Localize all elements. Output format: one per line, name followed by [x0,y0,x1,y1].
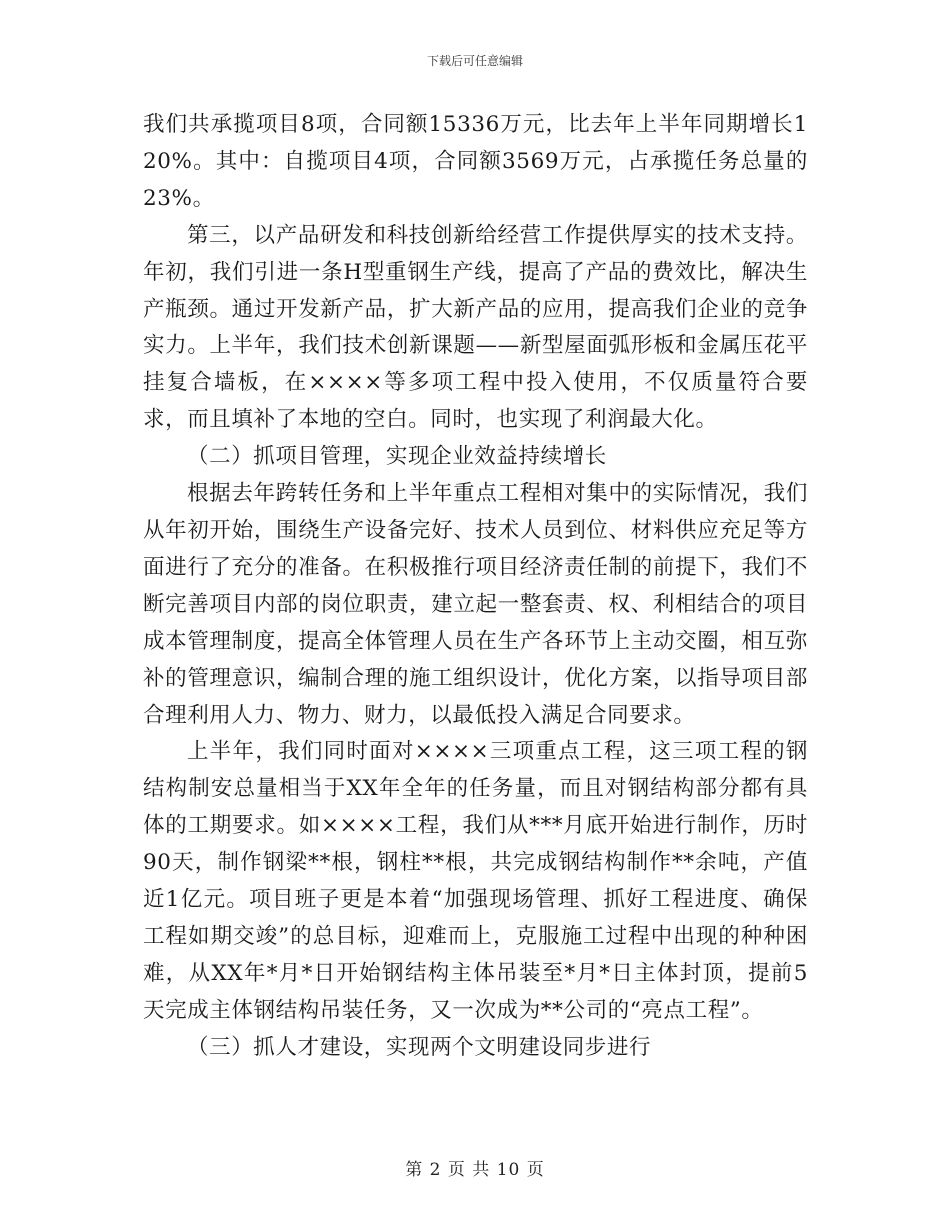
paragraph-key-projects: 上半年，我们同时面对××××三项重点工程，这三项工程的钢结构制安总量相当于XX年全年的任务量，而且对钢结构部分都有具体的工期要求。如××××工程，我们从***月底开始进行制作，历时90天，制作钢梁**根，钢柱**根，共完成钢结构制作**余吨，产值近1亿元。项目班子更是本着“加强现场管理、抓好工程进度、确保工程如期交竣”的总目标，迎难而上，克服施工过程中出现的种种困难，从XX年*月*日开始钢结构主体吊装至*月*日主体封顶，提前5天完成主体钢结构吊装任务，又一次成为**公司的“亮点工程”。 [143,739,808,1023]
page-number-footer: 第 2 页 共 10 页 [405,1160,545,1180]
paragraph-contract-summary: 我们共承揽项目8项，合同额15336万元，比去年上半年同期增长120%。其中：自揽项目4项，合同额3569万元，占承揽任务总量的23%。 [143,112,808,211]
paragraph-project-preparation: 根据去年跨转任务和上半年重点工程相对集中的实际情况，我们从年初开始，围绕生产设备完好、技术人员到位、材料供应充足等方面进行了充分的准备。在积极推行项目经济责任制的前提下，我们不断完善项目内部的岗位职责，建立起一整套责、权、利相结合的项目成本管理制度，提高全体管理人员在生产各环节上主动交圈，相互弥补的管理意识，编制合理的施工组织设计，优化方案，以指导项目部合理利用人力、物力、财力，以最低投入满足合同要求。 [143,481,808,728]
section-heading-talent-building: （三）抓人才建设，实现两个文明建设同步进行 [187,1034,652,1060]
page-header: 下载后可任意编辑 [426,54,523,68]
paragraph-technology-support: 第三，以产品研发和科技创新给经营工作提供厚实的技术支持。年初，我们引进一条H型重钢生产线，提高了产品的费效比，解决生产瓶颈。通过开发新产品，扩大新产品的应用，提高我们企业的竞争实力。上半年，我们技术创新课题——新型屋面弧形板和金属压花平挂复合墙板，在××××等多项工程中投入使用，不仅质量符合要求，而且填补了本地的空白。同时，也实现了利润最大化。 [143,222,808,433]
section-heading-project-management: （二）抓项目管理，实现企业效益持续增长 [187,444,607,470]
document-body [143,107,808,1067]
